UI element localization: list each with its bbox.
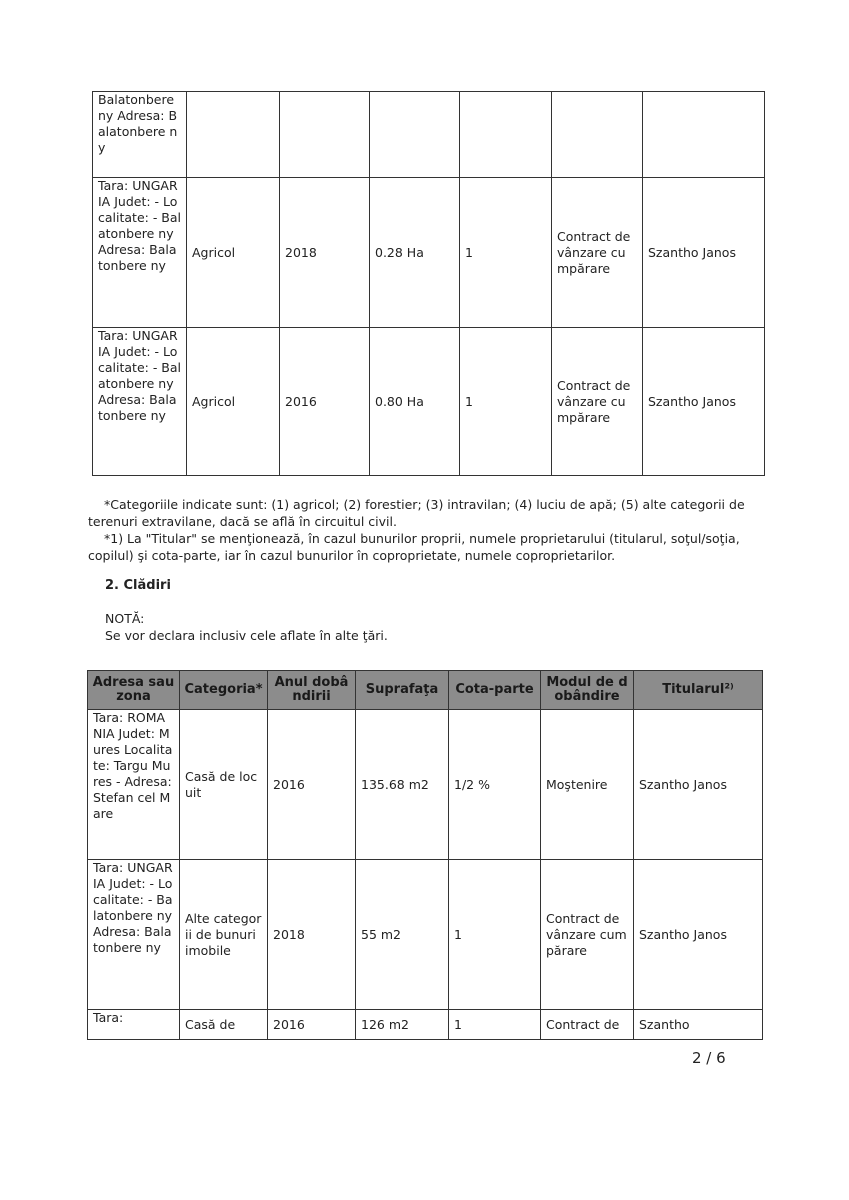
mode-cell: Contract de	[541, 1010, 634, 1040]
header-mode: Modul de dobândire	[541, 671, 634, 710]
area-cell: 135.68 m2	[356, 710, 449, 860]
categories-note: *Categoriile indicate sunt: (1) agricol; (2) forestier; (3) intravilan; (4) luciu de apă; (5) alte categorii de terenuri extravilane, dacă se află în circuitul civil.	[88, 497, 745, 529]
year-cell: 2016	[268, 710, 356, 860]
table-row	[88, 1010, 763, 1040]
table-row	[93, 92, 765, 178]
table-row	[93, 178, 765, 328]
table-row	[88, 860, 763, 1010]
mode-cell: Contract de vânzare cumpărare	[552, 328, 643, 476]
area-cell: 0.80 Ha	[370, 328, 460, 476]
header-area: Suprafaţa	[356, 671, 449, 710]
owner-cell: Szantho Janos	[643, 178, 765, 328]
year-cell: 2016	[280, 328, 370, 476]
year-cell	[280, 92, 370, 178]
table-header-row	[88, 671, 763, 710]
address-cell: Balatonbere ny Adresa: Balatonbere ny	[93, 92, 187, 178]
year-cell: 2016	[268, 1010, 356, 1040]
year-cell: 2018	[268, 860, 356, 1010]
buildings-table	[87, 670, 763, 1040]
header-address: Adresa sau zona	[88, 671, 180, 710]
nota-label: NOTĂ:	[105, 611, 145, 626]
address-cell: Tara: UNGARIA Judet: - Localitate: - Balatonbere ny Adresa: Balatonbere ny	[88, 860, 180, 1010]
category-cell: Alte categorii de bunuri imobile	[180, 860, 268, 1010]
share-cell: 1	[449, 1010, 541, 1040]
page-number: 2 / 6	[692, 1049, 726, 1067]
table-row	[93, 328, 765, 476]
owner-cell: Szantho	[634, 1010, 763, 1040]
category-cell: Agricol	[187, 328, 280, 476]
owner-cell: Szantho Janos	[634, 710, 763, 860]
area-cell	[370, 92, 460, 178]
footnotes	[88, 496, 778, 564]
category-cell: Casă de	[180, 1010, 268, 1040]
owner-cell: Szantho Janos	[643, 328, 765, 476]
header-owner: Titularul²⁾	[634, 671, 763, 710]
mode-cell: Contract de vânzare cumpărare	[552, 178, 643, 328]
category-cell: Casă de locuit	[180, 710, 268, 860]
area-cell: 126 m2	[356, 1010, 449, 1040]
share-cell: 1	[460, 328, 552, 476]
address-cell: Tara:	[88, 1010, 180, 1040]
address-cell: Tara: UNGARIA Judet: - Localitate: - Balatonbere ny Adresa: Balatonbere ny	[93, 178, 187, 328]
nota-text: Se vor declara inclusiv cele aflate în alte ţări.	[105, 628, 388, 643]
year-cell: 2018	[280, 178, 370, 328]
header-share: Cota-parte	[449, 671, 541, 710]
area-cell: 55 m2	[356, 860, 449, 1010]
titular-note: *1) La "Titular" se menţionează, în cazul bunurilor proprii, numele proprietarului (titularul, soţul/soţia, copilul) şi cota-parte, iar în cazul bunurilor în coproprietate, numele coproprietarilor.	[88, 531, 740, 563]
mode-cell	[552, 92, 643, 178]
owner-cell	[643, 92, 765, 178]
table-row	[88, 710, 763, 860]
header-year: Anul dobândirii	[268, 671, 356, 710]
share-cell	[460, 92, 552, 178]
share-cell: 1	[460, 178, 552, 328]
mode-cell: Contract de vânzare cumpărare	[541, 860, 634, 1010]
address-cell: Tara: ROMANIA Judet: Mures Localitate: Targu Mures - Adresa: Stefan cel Mare	[88, 710, 180, 860]
header-category: Categoria*	[180, 671, 268, 710]
mode-cell: Moştenire	[541, 710, 634, 860]
area-cell: 0.28 Ha	[370, 178, 460, 328]
address-cell: Tara: UNGARIA Judet: - Localitate: - Balatonbere ny Adresa: Balatonbere ny	[93, 328, 187, 476]
land-table	[92, 91, 765, 476]
category-cell	[187, 92, 280, 178]
section-heading: 2. Clădiri	[105, 578, 171, 593]
owner-cell: Szantho Janos	[634, 860, 763, 1010]
share-cell: 1	[449, 860, 541, 1010]
category-cell: Agricol	[187, 178, 280, 328]
share-cell: 1/2 %	[449, 710, 541, 860]
